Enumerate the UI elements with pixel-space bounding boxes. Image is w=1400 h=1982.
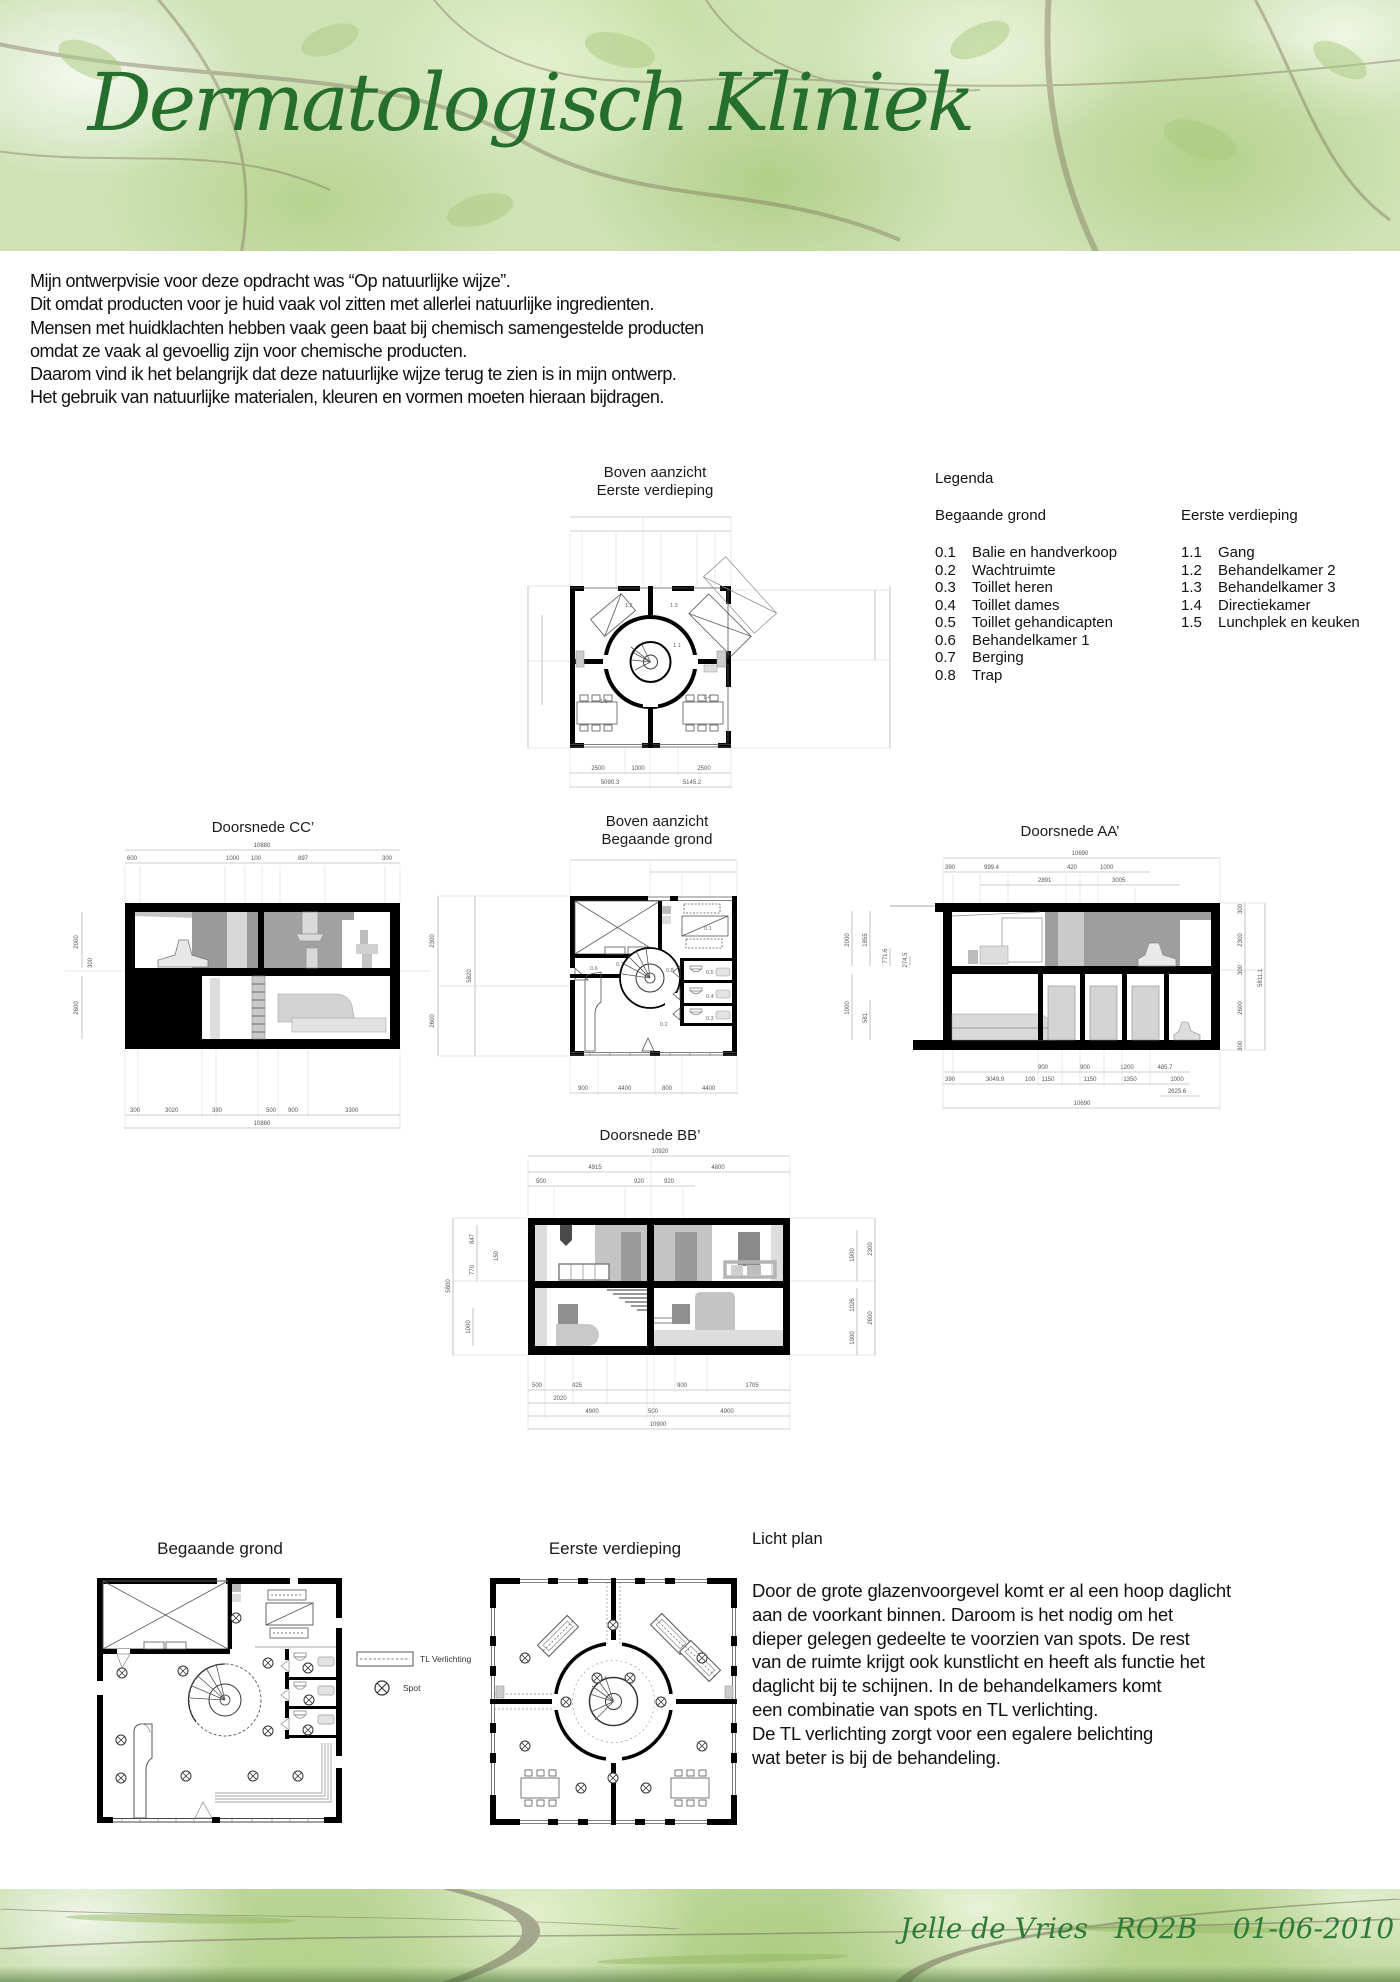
- dimension-label: 300: [1238, 1040, 1244, 1052]
- intro-line: Het gebruik van natuurlijke materialen, kleuren en vormen moeten hieraan bijdragen.: [30, 387, 664, 408]
- legend-item: 0.5 Toillet gehandicapten: [935, 614, 1113, 631]
- room-label: 0.3: [706, 1016, 714, 1022]
- drawing-title: Doorsnede CC’: [211, 819, 315, 836]
- drawing-title: Begaande grond: [157, 1539, 283, 1558]
- dimension-label: 4900: [585, 1409, 599, 1415]
- legend-item: 1.1 Gang: [1181, 544, 1255, 561]
- dimension-label: 800: [662, 1086, 673, 1092]
- dimension-label: 5145.2: [682, 780, 702, 786]
- dimension-label: 300: [130, 1108, 141, 1114]
- light-plan-line: daglicht bij te schijnen. In de behandelkamers komt: [752, 1675, 1162, 1697]
- intro-line: Daarom vind ik het belangrijk dat deze natuurlijke wijze terug te zien is in mijn ontwerp.: [30, 364, 677, 385]
- light-plan-line: aan de voorkant binnen. Daroom is het nodig om het: [752, 1603, 1173, 1625]
- legend-block: [935, 470, 1375, 684]
- dimension-label: 5800: [446, 1279, 452, 1293]
- drawing-lightplan-first-floor: [373, 1526, 765, 1841]
- room-label: 1.1: [673, 643, 681, 649]
- spiral-staircase: [620, 948, 685, 1011]
- drawing-title: Eerste verdieping: [596, 482, 714, 499]
- dimension-label: 2600: [74, 1001, 80, 1015]
- legend-subtitle-ground: Begaande grond: [935, 507, 1046, 524]
- legend-item: 1.2 Behandelkamer 2: [1181, 561, 1336, 579]
- dimension-label: 300: [1238, 964, 1244, 976]
- legend-subtitle-first: Eerste verdieping: [1181, 507, 1298, 524]
- dimension-label: 2300: [1238, 933, 1244, 947]
- legend-item: 0.4 Toillet dames: [935, 596, 1060, 614]
- legend-item: 0.8 Trap: [935, 666, 1003, 684]
- intro-line: Mijn ontwerpvisie voor deze opdracht was “Op natuurlijke wijze”.: [30, 271, 511, 291]
- dimension-label: 5820: [467, 969, 473, 983]
- dimension-label: 1150: [1041, 1077, 1055, 1083]
- room-label: 0.5: [706, 970, 714, 976]
- dimension-label: 500: [531, 1383, 543, 1389]
- light-plan-line: wat beter is bij de behandeling.: [752, 1746, 1001, 1768]
- drawing-title: Boven aanzicht: [603, 464, 707, 481]
- legend-item: 0.2 Wachtruimte: [935, 561, 1056, 579]
- dimension-label: 500: [647, 1409, 659, 1415]
- dimension-label: 1026: [850, 1298, 856, 1312]
- dimension-label: 1200: [1120, 1065, 1134, 1071]
- legend-column-first: [1181, 507, 1360, 684]
- dimension-label: 425: [571, 1383, 583, 1389]
- dimension-label: 3005: [1112, 878, 1126, 884]
- room-label: 1.5: [600, 699, 608, 705]
- spot-label: Spot: [403, 1683, 421, 1693]
- dimension-label: 900: [1079, 1065, 1091, 1071]
- dimension-label: 1350: [1123, 1077, 1137, 1083]
- dimension-label: 847: [470, 1233, 476, 1245]
- dimension-label: 100: [1024, 1077, 1036, 1083]
- dimension-label: 300: [382, 856, 393, 862]
- drawing-top-view-first-floor: [420, 455, 930, 830]
- dimension-label: 300: [88, 957, 94, 969]
- dimension-label: 420: [1067, 865, 1078, 871]
- dimension-label: 150: [494, 1250, 500, 1262]
- intro-line: Mensen met huidklachten hebben vaak geen baat bij chemisch samengestelde producten: [30, 317, 704, 338]
- dimension-label: 100: [251, 856, 262, 862]
- dimension-label: 2300: [430, 934, 436, 948]
- legend-item: 0.7 Berging: [935, 649, 1024, 666]
- dimension-label: 2600: [1238, 1001, 1244, 1015]
- dimension-label: 500: [266, 1108, 277, 1114]
- author-credit: Jelle de Vries RO2B 01-06-2010: [900, 1912, 1395, 1945]
- dimension-label: 5811.1: [1258, 969, 1264, 987]
- room-label: 0.8: [666, 968, 674, 974]
- dimension-label: 1150: [1083, 1077, 1097, 1083]
- dimension-label: 4900: [720, 1409, 734, 1415]
- drawing-section-cc: [30, 810, 430, 1140]
- drawing-title: Boven aanzicht: [605, 813, 709, 830]
- dimension-label: 771.6: [883, 948, 889, 964]
- light-plan-line: dieper gelegen gedeelte te voorzien van spots. De rest: [752, 1627, 1190, 1649]
- spiral-staircase: [603, 617, 698, 707]
- light-plan-line: De TL verlichting zorgt voor een egalere belichting: [752, 1722, 1154, 1744]
- dimension-label: 3300: [345, 1108, 359, 1114]
- legend-item: 0.6 Behandelkamer 1: [935, 631, 1090, 649]
- dimension-label: 900: [578, 1086, 589, 1092]
- dimension-label: 485.7: [1157, 1065, 1173, 1071]
- dimension-label: 1000: [845, 1001, 851, 1015]
- dimension-label: 10880: [253, 1121, 271, 1127]
- dimension-label: 900: [288, 1108, 299, 1114]
- dimension-label: 10690: [1073, 1101, 1091, 1107]
- tl-label: TL Verlichting: [420, 1654, 472, 1664]
- drawing-title: Begaande grond: [601, 831, 713, 848]
- dimension-label: 2000: [845, 933, 851, 947]
- dimension-label: 3049.9: [985, 1077, 1005, 1083]
- room-label: 1.4: [703, 695, 711, 701]
- dimension-lines: [845, 851, 1265, 1110]
- dimension-label: 1000: [226, 856, 240, 862]
- dimension-lines: [446, 1149, 875, 1431]
- dimension-label: 274.5: [903, 952, 909, 968]
- legend-item: 1.4 Directiekamer: [1181, 596, 1311, 614]
- intro-line: Dit omdat producten voor je huid vaak vol zitten met allerlei natuurlijke ingredienten.: [30, 294, 654, 315]
- spiral-staircase: [188, 1664, 261, 1736]
- dimension-label: 1000: [1100, 865, 1114, 871]
- legend-item: 1.5 Lunchplek en keuken: [1181, 614, 1360, 631]
- light-plan-title: Licht plan: [752, 1530, 823, 1548]
- dimension-label: 4400: [702, 1086, 716, 1092]
- legend-title: Legenda: [935, 470, 994, 487]
- dimension-label: 897: [298, 856, 309, 862]
- dimension-label: 2020: [553, 1396, 567, 1402]
- dimension-label: 900: [1037, 1065, 1049, 1071]
- light-plan-text: [752, 1530, 1400, 1769]
- dimension-label: 920: [663, 1179, 675, 1185]
- dimension-label: 2625.6: [1167, 1089, 1187, 1095]
- dimension-label: 770: [470, 1264, 476, 1276]
- drawing-title: Doorsnede AA’: [1020, 823, 1120, 840]
- dimension-label: 2500: [697, 766, 711, 772]
- dimension-label: 10920: [651, 1149, 669, 1155]
- dimension-label: 2300: [868, 1242, 874, 1256]
- header-banner: [0, 0, 1400, 251]
- intro-line: omdat ze vaak al gevoellig zijn voor chemische producten.: [30, 340, 467, 361]
- spiral-staircase: [494, 1582, 676, 1762]
- dimension-label: 4800: [711, 1165, 725, 1171]
- dimension-label: 1000: [1170, 1077, 1184, 1083]
- dimension-label: 1000: [466, 1320, 472, 1334]
- light-plan-line: Door de grote glazenvoorgevel komt er al een hoop daglicht: [752, 1580, 1231, 1601]
- dimension-label: 581: [863, 1012, 869, 1024]
- legend-column-ground: [935, 507, 1181, 684]
- dimension-label: 600: [127, 856, 138, 862]
- dimension-label: 2600: [868, 1311, 874, 1325]
- dimension-label: 2600: [430, 1014, 436, 1028]
- dimension-label: 10880: [253, 843, 271, 849]
- dimension-label: 4915: [588, 1165, 602, 1171]
- room-label: 0.4: [706, 994, 714, 1000]
- drawing-title: Eerste verdieping: [548, 1539, 682, 1558]
- dimension-label: 300: [1238, 903, 1244, 915]
- legend-item: 0.3 Toillet heren: [935, 579, 1053, 596]
- legend-item: 0.1 Balie en handverkoop: [935, 544, 1118, 561]
- dimension-label: 3020: [165, 1108, 179, 1114]
- section-interior: [952, 912, 1211, 1040]
- room-label: 0.2: [660, 1022, 668, 1028]
- dimension-label: 999.4: [984, 865, 1000, 871]
- light-plan-line: van de ruimte krijgt ook kunstlicht en heeft als functie het: [752, 1651, 1205, 1673]
- dimension-label: 1855: [863, 933, 869, 947]
- dimension-label: 10900: [649, 1422, 667, 1428]
- dimension-label: 500: [535, 1179, 547, 1185]
- intro-text: [30, 270, 810, 410]
- room-label: 1.3: [670, 603, 678, 609]
- dimension-label: 4400: [618, 1086, 632, 1092]
- dimension-label: 390: [945, 865, 956, 871]
- room-label: 1.2: [625, 603, 633, 609]
- drawing-title: Doorsnede BB’: [599, 1127, 701, 1144]
- dimension-label: 920: [633, 1179, 645, 1185]
- dimension-label: 380: [212, 1108, 223, 1114]
- dimension-lines: [65, 843, 430, 1130]
- room-label: 0.6: [590, 966, 598, 972]
- drawing-section-bb: [355, 1118, 935, 1463]
- dimension-label: 900: [676, 1383, 688, 1389]
- drawing-section-aa: [740, 800, 1320, 1148]
- dimension-label: 390: [944, 1077, 956, 1083]
- room-label: 0.1: [704, 926, 712, 932]
- dimension-label: 2500: [591, 766, 605, 772]
- light-plan-line: een combinatie van spots en TL verlichting.: [752, 1698, 1099, 1720]
- dimension-label: 1000: [631, 766, 645, 772]
- dimension-label: 2000: [74, 935, 80, 949]
- dimension-label: 2891: [1038, 878, 1052, 884]
- legend-item: 1.3 Behandelkamer 3: [1181, 579, 1336, 596]
- interior: [570, 901, 737, 1051]
- dimension-label: 1705: [745, 1383, 759, 1389]
- room-label: 0.7: [616, 962, 624, 968]
- poster-title: Dermatologisch Kliniek: [87, 56, 973, 149]
- dimension-label: 5090.3: [600, 780, 620, 786]
- dimension-label: 1900: [850, 1248, 856, 1262]
- dimension-label: 1000: [850, 1331, 856, 1345]
- dimension-label: 10690: [1071, 851, 1089, 857]
